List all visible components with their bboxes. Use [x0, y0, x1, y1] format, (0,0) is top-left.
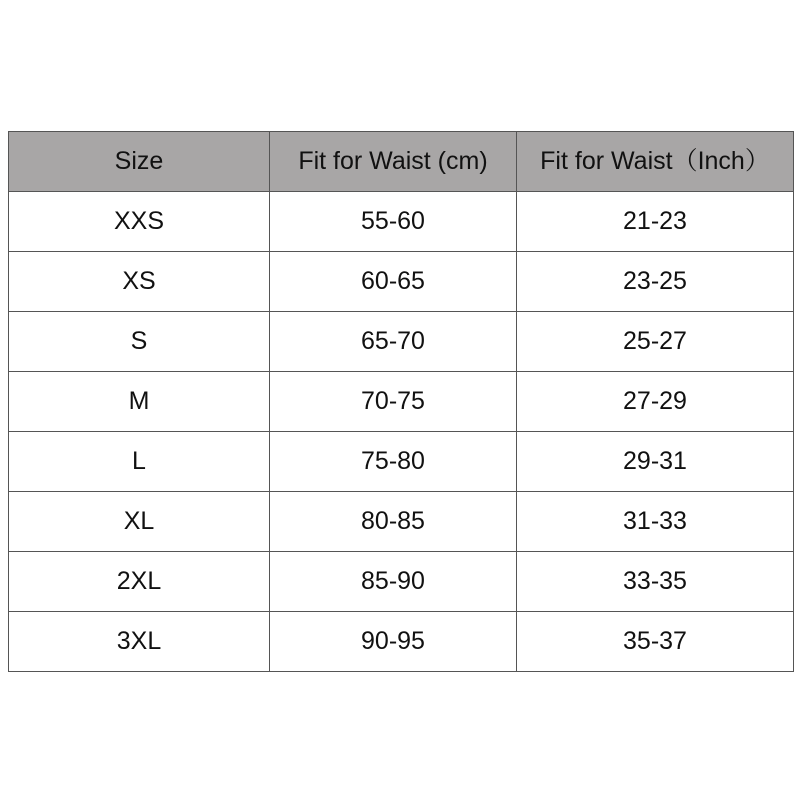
size-cell: XXS [9, 192, 270, 252]
waist-cm-cell: 75-80 [270, 432, 517, 492]
size-cell: M [9, 372, 270, 432]
waist-inch-cell: 25-27 [517, 312, 794, 372]
header-waist-cm: Fit for Waist (cm) [270, 132, 517, 192]
size-cell: 2XL [9, 552, 270, 612]
waist-cm-cell: 80-85 [270, 492, 517, 552]
table-row [9, 192, 794, 252]
waist-inch-cell: 35-37 [517, 612, 794, 672]
waist-inch-cell: 31-33 [517, 492, 794, 552]
size-cell: XS [9, 252, 270, 312]
size-cell: 3XL [9, 612, 270, 672]
table-row [9, 492, 794, 552]
waist-inch-cell: 23-25 [517, 252, 794, 312]
waist-inch-cell: 21-23 [517, 192, 794, 252]
size-chart-table [8, 131, 794, 672]
waist-cm-cell: 65-70 [270, 312, 517, 372]
waist-inch-cell: 29-31 [517, 432, 794, 492]
waist-cm-cell: 90-95 [270, 612, 517, 672]
table-header [9, 132, 794, 192]
waist-inch-cell: 27-29 [517, 372, 794, 432]
table-body [9, 192, 794, 672]
waist-cm-cell: 60-65 [270, 252, 517, 312]
header-waist-inch: Fit for Waist（Inch） [517, 132, 794, 192]
size-cell: XL [9, 492, 270, 552]
waist-cm-cell: 85-90 [270, 552, 517, 612]
table-row [9, 432, 794, 492]
table-row [9, 312, 794, 372]
table-row [9, 612, 794, 672]
table-row [9, 372, 794, 432]
header-row [9, 132, 794, 192]
waist-cm-cell: 70-75 [270, 372, 517, 432]
size-cell: S [9, 312, 270, 372]
table-row [9, 552, 794, 612]
waist-inch-cell: 33-35 [517, 552, 794, 612]
table-row [9, 252, 794, 312]
header-size: Size [9, 132, 270, 192]
waist-cm-cell: 55-60 [270, 192, 517, 252]
size-cell: L [9, 432, 270, 492]
